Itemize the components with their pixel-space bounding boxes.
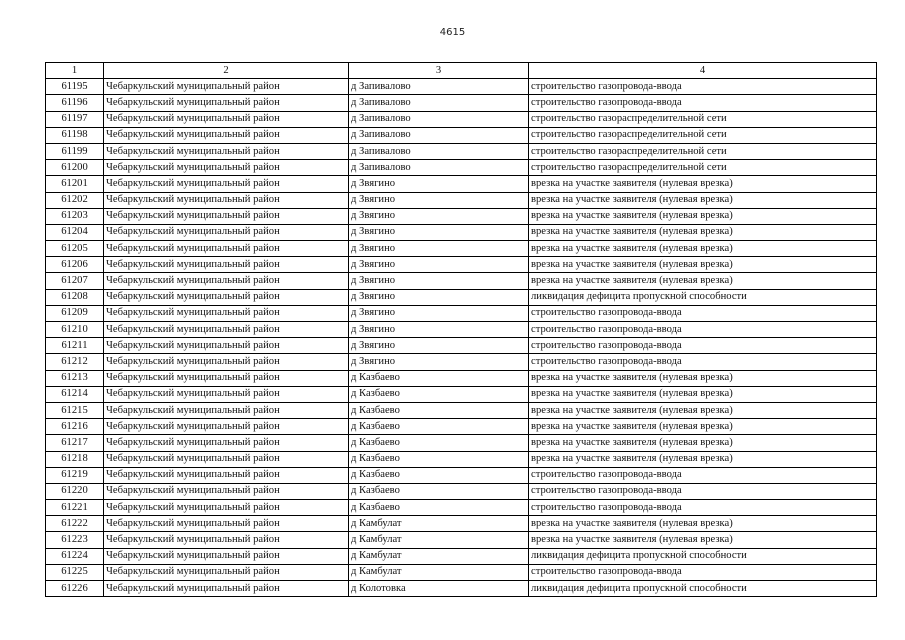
table-row	[46, 224, 877, 240]
row-number: 61196	[46, 95, 104, 111]
work-type-cell: строительство газопровода-ввода	[529, 95, 877, 111]
table-row	[46, 402, 877, 418]
settlement-cell: д Звягино	[349, 322, 529, 338]
work-type-cell: строительство газораспределительной сети	[529, 160, 877, 176]
work-type-cell: строительство газораспределительной сети	[529, 127, 877, 143]
district-cell: Чебаркульский муниципальный район	[104, 143, 349, 159]
row-number: 61213	[46, 370, 104, 386]
settlement-cell: д Запивалово	[349, 79, 529, 95]
settlement-cell: д Звягино	[349, 338, 529, 354]
work-type-cell: врезка на участке заявителя (нулевая врезка)	[529, 192, 877, 208]
district-cell: Чебаркульский муниципальный район	[104, 192, 349, 208]
work-type-cell: врезка на участке заявителя (нулевая врезка)	[529, 370, 877, 386]
work-type-cell: строительство газопровода-ввода	[529, 354, 877, 370]
row-number: 61226	[46, 581, 104, 597]
table-row	[46, 467, 877, 483]
row-number: 61225	[46, 564, 104, 580]
row-number: 61203	[46, 208, 104, 224]
work-type-cell: врезка на участке заявителя (нулевая врезка)	[529, 532, 877, 548]
work-type-cell: врезка на участке заявителя (нулевая врезка)	[529, 176, 877, 192]
work-type-cell: строительство газораспределительной сети	[529, 143, 877, 159]
settlement-cell: д Казбаево	[349, 483, 529, 499]
row-number: 61209	[46, 305, 104, 321]
settlement-cell: д Запивалово	[349, 143, 529, 159]
column-header-1: 1	[46, 63, 104, 79]
table-row	[46, 79, 877, 95]
row-number: 61216	[46, 419, 104, 435]
settlement-cell: д Казбаево	[349, 419, 529, 435]
work-type-cell: врезка на участке заявителя (нулевая врезка)	[529, 224, 877, 240]
settlement-cell: д Звягино	[349, 192, 529, 208]
table-row	[46, 354, 877, 370]
work-type-cell: ликвидация дефицита пропускной способности	[529, 548, 877, 564]
table-row	[46, 581, 877, 597]
table-row	[46, 241, 877, 257]
settlement-cell: д Звягино	[349, 208, 529, 224]
settlement-cell: д Звягино	[349, 289, 529, 305]
table-row	[46, 548, 877, 564]
work-type-cell: врезка на участке заявителя (нулевая врезка)	[529, 402, 877, 418]
district-cell: Чебаркульский муниципальный район	[104, 160, 349, 176]
row-number: 61197	[46, 111, 104, 127]
table-row	[46, 95, 877, 111]
settlement-cell: д Камбулат	[349, 548, 529, 564]
district-cell: Чебаркульский муниципальный район	[104, 451, 349, 467]
district-cell: Чебаркульский муниципальный район	[104, 354, 349, 370]
table-row	[46, 435, 877, 451]
table-row	[46, 160, 877, 176]
settlement-cell: д Казбаево	[349, 402, 529, 418]
district-cell: Чебаркульский муниципальный район	[104, 532, 349, 548]
row-number: 61217	[46, 435, 104, 451]
district-cell: Чебаркульский муниципальный район	[104, 79, 349, 95]
district-cell: Чебаркульский муниципальный район	[104, 208, 349, 224]
work-type-cell: строительство газопровода-ввода	[529, 338, 877, 354]
page-number: 4615	[439, 27, 466, 38]
table-row	[46, 192, 877, 208]
district-cell: Чебаркульский муниципальный район	[104, 241, 349, 257]
row-number: 61202	[46, 192, 104, 208]
district-cell: Чебаркульский муниципальный район	[104, 548, 349, 564]
row-number: 61222	[46, 516, 104, 532]
district-cell: Чебаркульский муниципальный район	[104, 127, 349, 143]
district-cell: Чебаркульский муниципальный район	[104, 581, 349, 597]
table-row	[46, 483, 877, 499]
table-row	[46, 451, 877, 467]
settlement-cell: д Запивалово	[349, 111, 529, 127]
row-number: 61198	[46, 127, 104, 143]
work-type-cell: врезка на участке заявителя (нулевая врезка)	[529, 451, 877, 467]
table-row	[46, 419, 877, 435]
work-type-cell: врезка на участке заявителя (нулевая врезка)	[529, 516, 877, 532]
settlement-cell: д Казбаево	[349, 370, 529, 386]
table-row	[46, 289, 877, 305]
settlement-cell: д Звягино	[349, 354, 529, 370]
work-type-cell: строительство газопровода-ввода	[529, 564, 877, 580]
table-row	[46, 564, 877, 580]
settlement-cell: д Звягино	[349, 224, 529, 240]
district-cell: Чебаркульский муниципальный район	[104, 95, 349, 111]
settlement-cell: д Казбаево	[349, 451, 529, 467]
work-type-cell: врезка на участке заявителя (нулевая врезка)	[529, 257, 877, 273]
table-row	[46, 257, 877, 273]
settlement-cell: д Казбаево	[349, 500, 529, 516]
work-type-cell: строительство газопровода-ввода	[529, 305, 877, 321]
work-type-cell: строительство газопровода-ввода	[529, 500, 877, 516]
work-type-cell: строительство газопровода-ввода	[529, 467, 877, 483]
district-cell: Чебаркульский муниципальный район	[104, 419, 349, 435]
work-type-cell: строительство газопровода-ввода	[529, 483, 877, 499]
column-header-4: 4	[529, 63, 877, 79]
column-header-3: 3	[349, 63, 529, 79]
work-type-cell: строительство газораспределительной сети	[529, 111, 877, 127]
table-row	[46, 111, 877, 127]
district-cell: Чебаркульский муниципальный район	[104, 370, 349, 386]
settlement-cell: д Запивалово	[349, 160, 529, 176]
table-row	[46, 338, 877, 354]
settlement-cell: д Звягино	[349, 273, 529, 289]
work-type-cell: врезка на участке заявителя (нулевая врезка)	[529, 273, 877, 289]
table-row	[46, 322, 877, 338]
settlement-cell: д Запивалово	[349, 95, 529, 111]
district-cell: Чебаркульский муниципальный район	[104, 338, 349, 354]
table-row	[46, 516, 877, 532]
row-number: 61195	[46, 79, 104, 95]
row-number: 61218	[46, 451, 104, 467]
row-number: 61207	[46, 273, 104, 289]
table-row	[46, 500, 877, 516]
district-cell: Чебаркульский муниципальный район	[104, 289, 349, 305]
table-header-row	[46, 63, 877, 79]
table-row	[46, 370, 877, 386]
district-cell: Чебаркульский муниципальный район	[104, 257, 349, 273]
row-number: 61212	[46, 354, 104, 370]
district-cell: Чебаркульский муниципальный район	[104, 516, 349, 532]
district-cell: Чебаркульский муниципальный район	[104, 305, 349, 321]
district-cell: Чебаркульский муниципальный район	[104, 564, 349, 580]
data-table	[45, 62, 877, 597]
table-row	[46, 143, 877, 159]
table-row	[46, 127, 877, 143]
district-cell: Чебаркульский муниципальный район	[104, 273, 349, 289]
row-number: 61211	[46, 338, 104, 354]
table-row	[46, 176, 877, 192]
table-body	[46, 79, 877, 597]
district-cell: Чебаркульский муниципальный район	[104, 386, 349, 402]
district-cell: Чебаркульский муниципальный район	[104, 176, 349, 192]
work-type-cell: строительство газопровода-ввода	[529, 79, 877, 95]
row-number: 61219	[46, 467, 104, 483]
settlement-cell: д Звягино	[349, 257, 529, 273]
table-row	[46, 208, 877, 224]
table-row	[46, 532, 877, 548]
settlement-cell: д Камбулат	[349, 532, 529, 548]
district-cell: Чебаркульский муниципальный район	[104, 435, 349, 451]
row-number: 61223	[46, 532, 104, 548]
settlement-cell: д Камбулат	[349, 516, 529, 532]
work-type-cell: врезка на участке заявителя (нулевая врезка)	[529, 241, 877, 257]
row-number: 61200	[46, 160, 104, 176]
settlement-cell: д Запивалово	[349, 127, 529, 143]
row-number: 61221	[46, 500, 104, 516]
district-cell: Чебаркульский муниципальный район	[104, 322, 349, 338]
column-header-2: 2	[104, 63, 349, 79]
district-cell: Чебаркульский муниципальный район	[104, 111, 349, 127]
work-type-cell: врезка на участке заявителя (нулевая врезка)	[529, 208, 877, 224]
work-type-cell: ликвидация дефицита пропускной способности	[529, 581, 877, 597]
district-cell: Чебаркульский муниципальный район	[104, 467, 349, 483]
row-number: 61215	[46, 402, 104, 418]
row-number: 61205	[46, 241, 104, 257]
work-type-cell: ликвидация дефицита пропускной способности	[529, 289, 877, 305]
district-cell: Чебаркульский муниципальный район	[104, 402, 349, 418]
settlement-cell: д Колотовка	[349, 581, 529, 597]
settlement-cell: д Звягино	[349, 241, 529, 257]
settlement-cell: д Казбаево	[349, 467, 529, 483]
row-number: 61224	[46, 548, 104, 564]
row-number: 61199	[46, 143, 104, 159]
work-type-cell: врезка на участке заявителя (нулевая врезка)	[529, 419, 877, 435]
settlement-cell: д Казбаево	[349, 386, 529, 402]
settlement-cell: д Звягино	[349, 176, 529, 192]
table-row	[46, 273, 877, 289]
district-cell: Чебаркульский муниципальный район	[104, 483, 349, 499]
table-row	[46, 305, 877, 321]
row-number: 61208	[46, 289, 104, 305]
row-number: 61220	[46, 483, 104, 499]
work-type-cell: врезка на участке заявителя (нулевая врезка)	[529, 386, 877, 402]
table-row	[46, 386, 877, 402]
settlement-cell: д Звягино	[349, 305, 529, 321]
settlement-cell: д Казбаево	[349, 435, 529, 451]
row-number: 61206	[46, 257, 104, 273]
settlement-cell: д Камбулат	[349, 564, 529, 580]
work-type-cell: строительство газопровода-ввода	[529, 322, 877, 338]
district-cell: Чебаркульский муниципальный район	[104, 500, 349, 516]
row-number: 61201	[46, 176, 104, 192]
district-cell: Чебаркульский муниципальный район	[104, 224, 349, 240]
work-type-cell: врезка на участке заявителя (нулевая врезка)	[529, 435, 877, 451]
row-number: 61210	[46, 322, 104, 338]
row-number: 61214	[46, 386, 104, 402]
row-number: 61204	[46, 224, 104, 240]
